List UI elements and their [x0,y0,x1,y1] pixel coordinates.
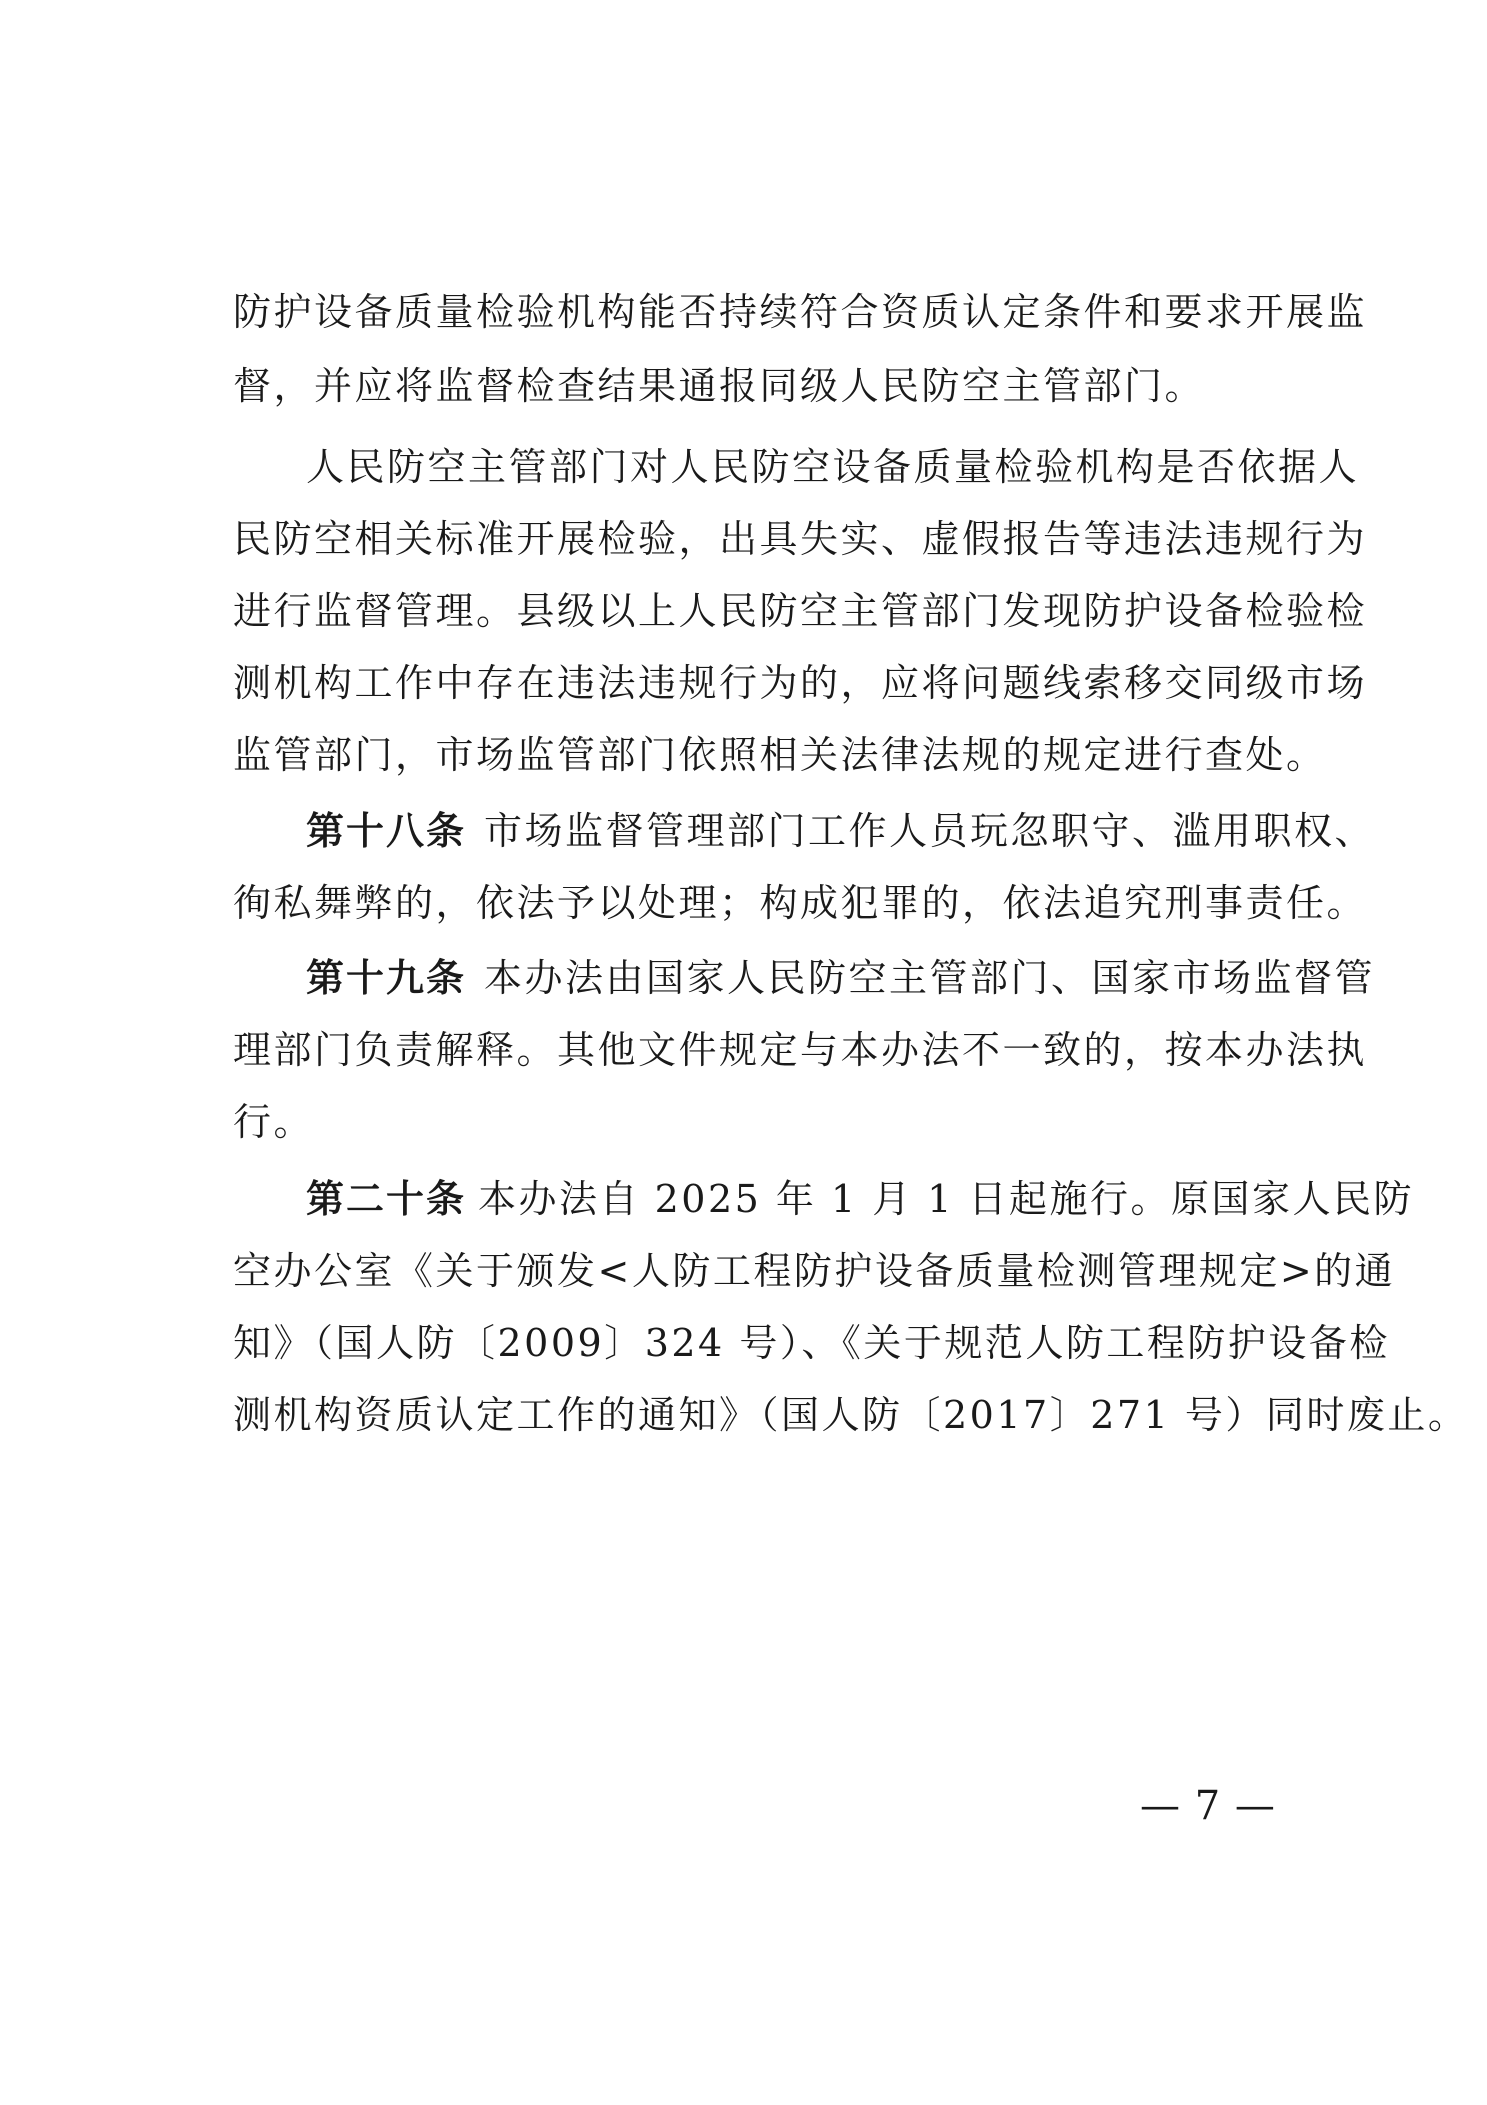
article-19-line-1 [306,952,1375,1004]
article-20-line-1 [306,1173,1414,1225]
article-20-line-3: 知》（国人防〔2009〕324 号）、《关于规范人防工程防护设备检 [233,1321,1390,1365]
article-20-text-1: 本办法自 2025 年 1 月 1 日起施行。原国家人民防 [478,1177,1415,1221]
article-19-line-3: 行。 [233,1100,315,1144]
body-line-1: 防护设备质量检验机构能否持续符合资质认定条件和要求开展监 [233,290,1368,334]
article-20-label: 第二十条 [306,1176,467,1221]
article-18-text-1: 市场监督管理部门工作人员玩忽职守、滥用职权、 [484,809,1376,853]
article-19-line-2: 理部门负责解释。其他文件规定与本办法不一致的，按本办法执 [233,1028,1368,1072]
body-line-2: 督，并应将监督检查结果通报同级人民防空主管部门。 [233,364,1206,408]
body-line-6: 测机构工作中存在违法违规行为的，应将问题线索移交同级市场 [233,661,1368,705]
article-20-line-2: 空办公室《关于颁发<人防工程防护设备质量检测管理规定>的通 [233,1249,1396,1293]
article-18-line-2: 徇私舞弊的，依法予以处理；构成犯罪的，依法追究刑事责任。 [233,881,1368,925]
body-line-3: 人民防空主管部门对人民防空设备质量检验机构是否依据人 [306,445,1360,489]
article-18-label: 第十八条 [306,808,467,853]
article-18-line-1 [306,805,1375,857]
body-line-5: 进行监督管理。县级以上人民防空主管部门发现防护设备检验检 [233,589,1368,633]
article-20-line-4: 测机构资质认定工作的通知》（国人防〔2017〕271 号）同时废止。 [233,1393,1469,1437]
body-line-7: 监管部门，市场监管部门依照相关法律法规的规定进行查处。 [233,733,1327,777]
article-19-text-1: 本办法由国家人民防空主管部门、国家市场监督管 [484,956,1376,1000]
page-number: — 7 — [1140,1783,1276,1829]
article-19-label: 第十九条 [306,955,467,1000]
body-line-4: 民防空相关标准开展检验，出具失实、虚假报告等违法违规行为 [233,517,1368,561]
